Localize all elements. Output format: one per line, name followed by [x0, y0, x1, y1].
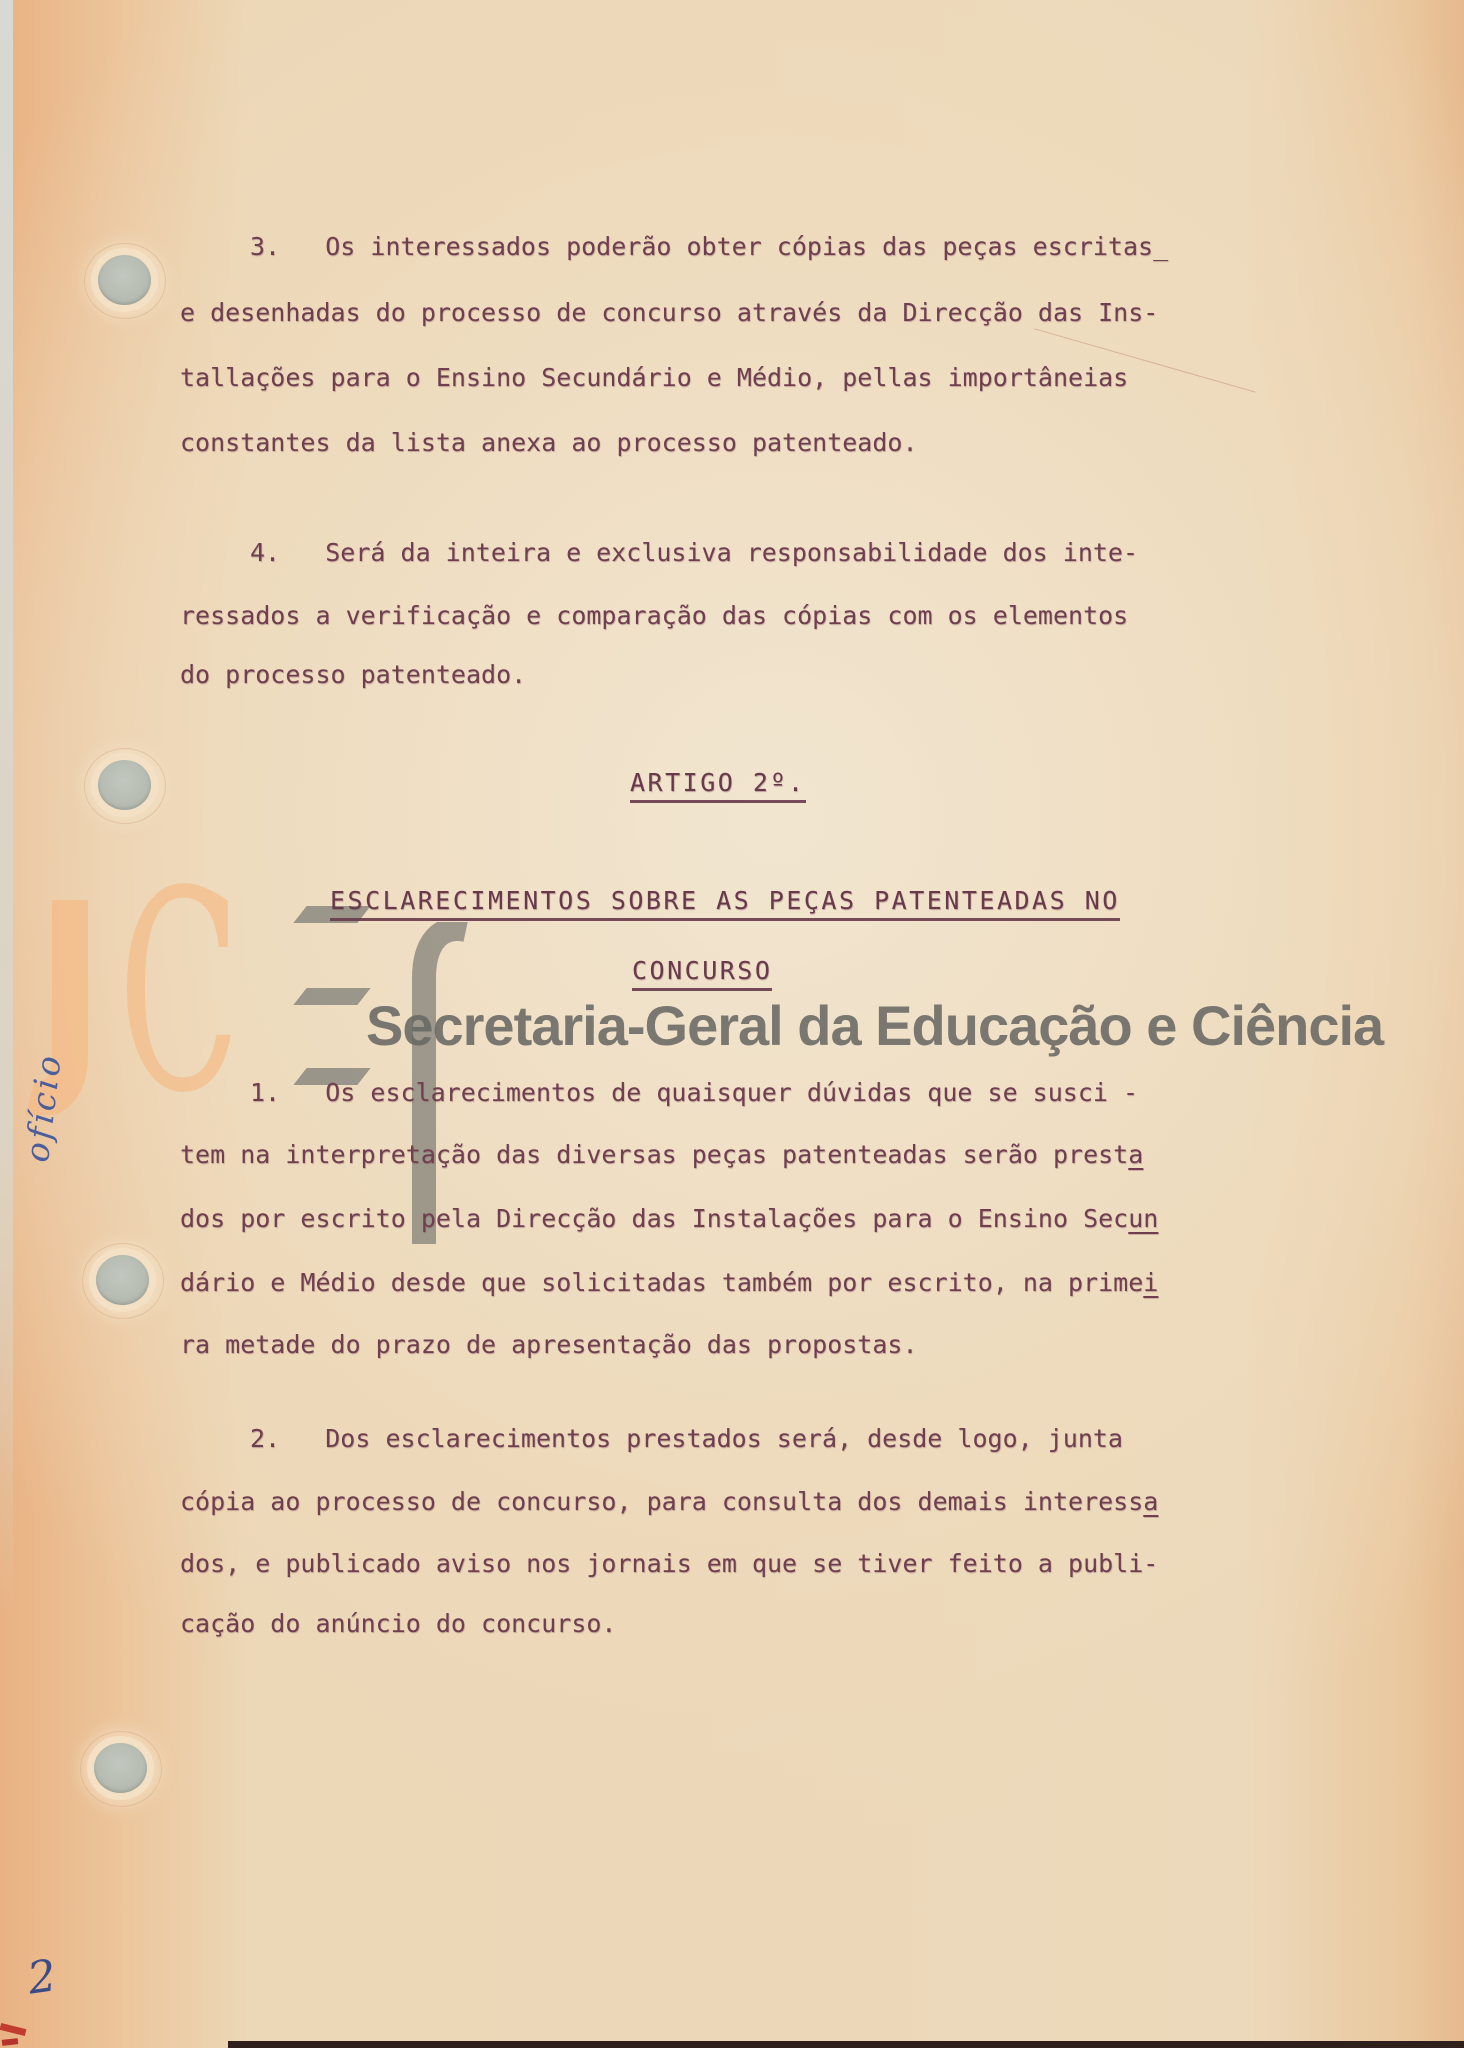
page-number: 2: [24, 1950, 60, 2005]
section-title-line2: CONCURSO: [632, 956, 772, 991]
underlined-letter: un: [1128, 1204, 1159, 1233]
watermark-text: Secretaria-Geral da Educação e Ciência: [366, 994, 1384, 1057]
paragraph3-line3: tallações para o Ensino Secundário e Médio, pellas importâneias: [180, 363, 1129, 392]
punch-hole-2: [98, 760, 151, 810]
section-title-line1: ESCLARECIMENTOS SOBRE AS PEÇAS PATENTEADAS NO: [330, 886, 1120, 921]
red-mark: [2, 2038, 19, 2046]
margin-annotation: ofício: [16, 1050, 70, 1165]
article-heading: ARTIGO 2º.: [630, 768, 806, 803]
paragraph4-line1: 4. Será da inteira e exclusiva responsabilidade dos inte-: [250, 538, 1139, 567]
paragraph3-line4: constantes da lista anexa ao processo patenteado.: [180, 428, 918, 457]
paragraph4-line2: ressados a verificação e comparação das cópias com os elementos: [180, 601, 1129, 630]
paragraph3-line2: e desenhadas do processo de concurso através da Direcção das Ins-: [180, 298, 1159, 327]
paragraph2-line4: cação do anúncio do concurso.: [180, 1609, 617, 1638]
underlined-letter: i: [1143, 1268, 1159, 1297]
paragraph3-line1: 3. Os interessados poderão obter cópias das peças escritas_: [250, 232, 1169, 261]
watermark-dash-icon: [293, 988, 370, 1005]
paragraph1-line5: ra metade do prazo de apresentação das propostas.: [180, 1330, 918, 1359]
paragraph1-line3: dos por escrito pela Direcção das Instalações para o Ensino Secun: [180, 1204, 1159, 1233]
watermark-letter-c-icon: C: [118, 833, 241, 1154]
paragraph2-line3: dos, e publicado aviso nos jornais em que se tiver feito a publi-: [180, 1549, 1159, 1578]
punch-hole-4: [94, 1743, 147, 1793]
paragraph1-line4: dário e Médio desde que solicitadas também por escrito, na primei: [180, 1268, 1159, 1297]
bottom-edge-strip: [228, 2041, 1464, 2048]
punch-hole-1: [98, 255, 151, 305]
scanner-edge: [0, 0, 13, 1620]
underlined-letter: a: [1143, 1487, 1159, 1516]
paragraph1-line1: 1. Os esclarecimentos de quaisquer dúvidas que se susci -: [250, 1078, 1139, 1107]
paragraph1-line2: tem na interpretação das diversas peças patenteadas serão presta: [180, 1140, 1144, 1169]
paragraph4-line3: do processo patenteado.: [180, 660, 527, 689]
paragraph2-line1: 2. Dos esclarecimentos prestados será, desde logo, junta: [250, 1424, 1123, 1453]
underlined-letter: a: [1128, 1140, 1144, 1169]
punch-hole-3: [96, 1255, 149, 1305]
paragraph2-line2: cópia ao processo de concurso, para consulta dos demais interessa: [180, 1487, 1159, 1516]
red-mark: [0, 2023, 26, 2036]
